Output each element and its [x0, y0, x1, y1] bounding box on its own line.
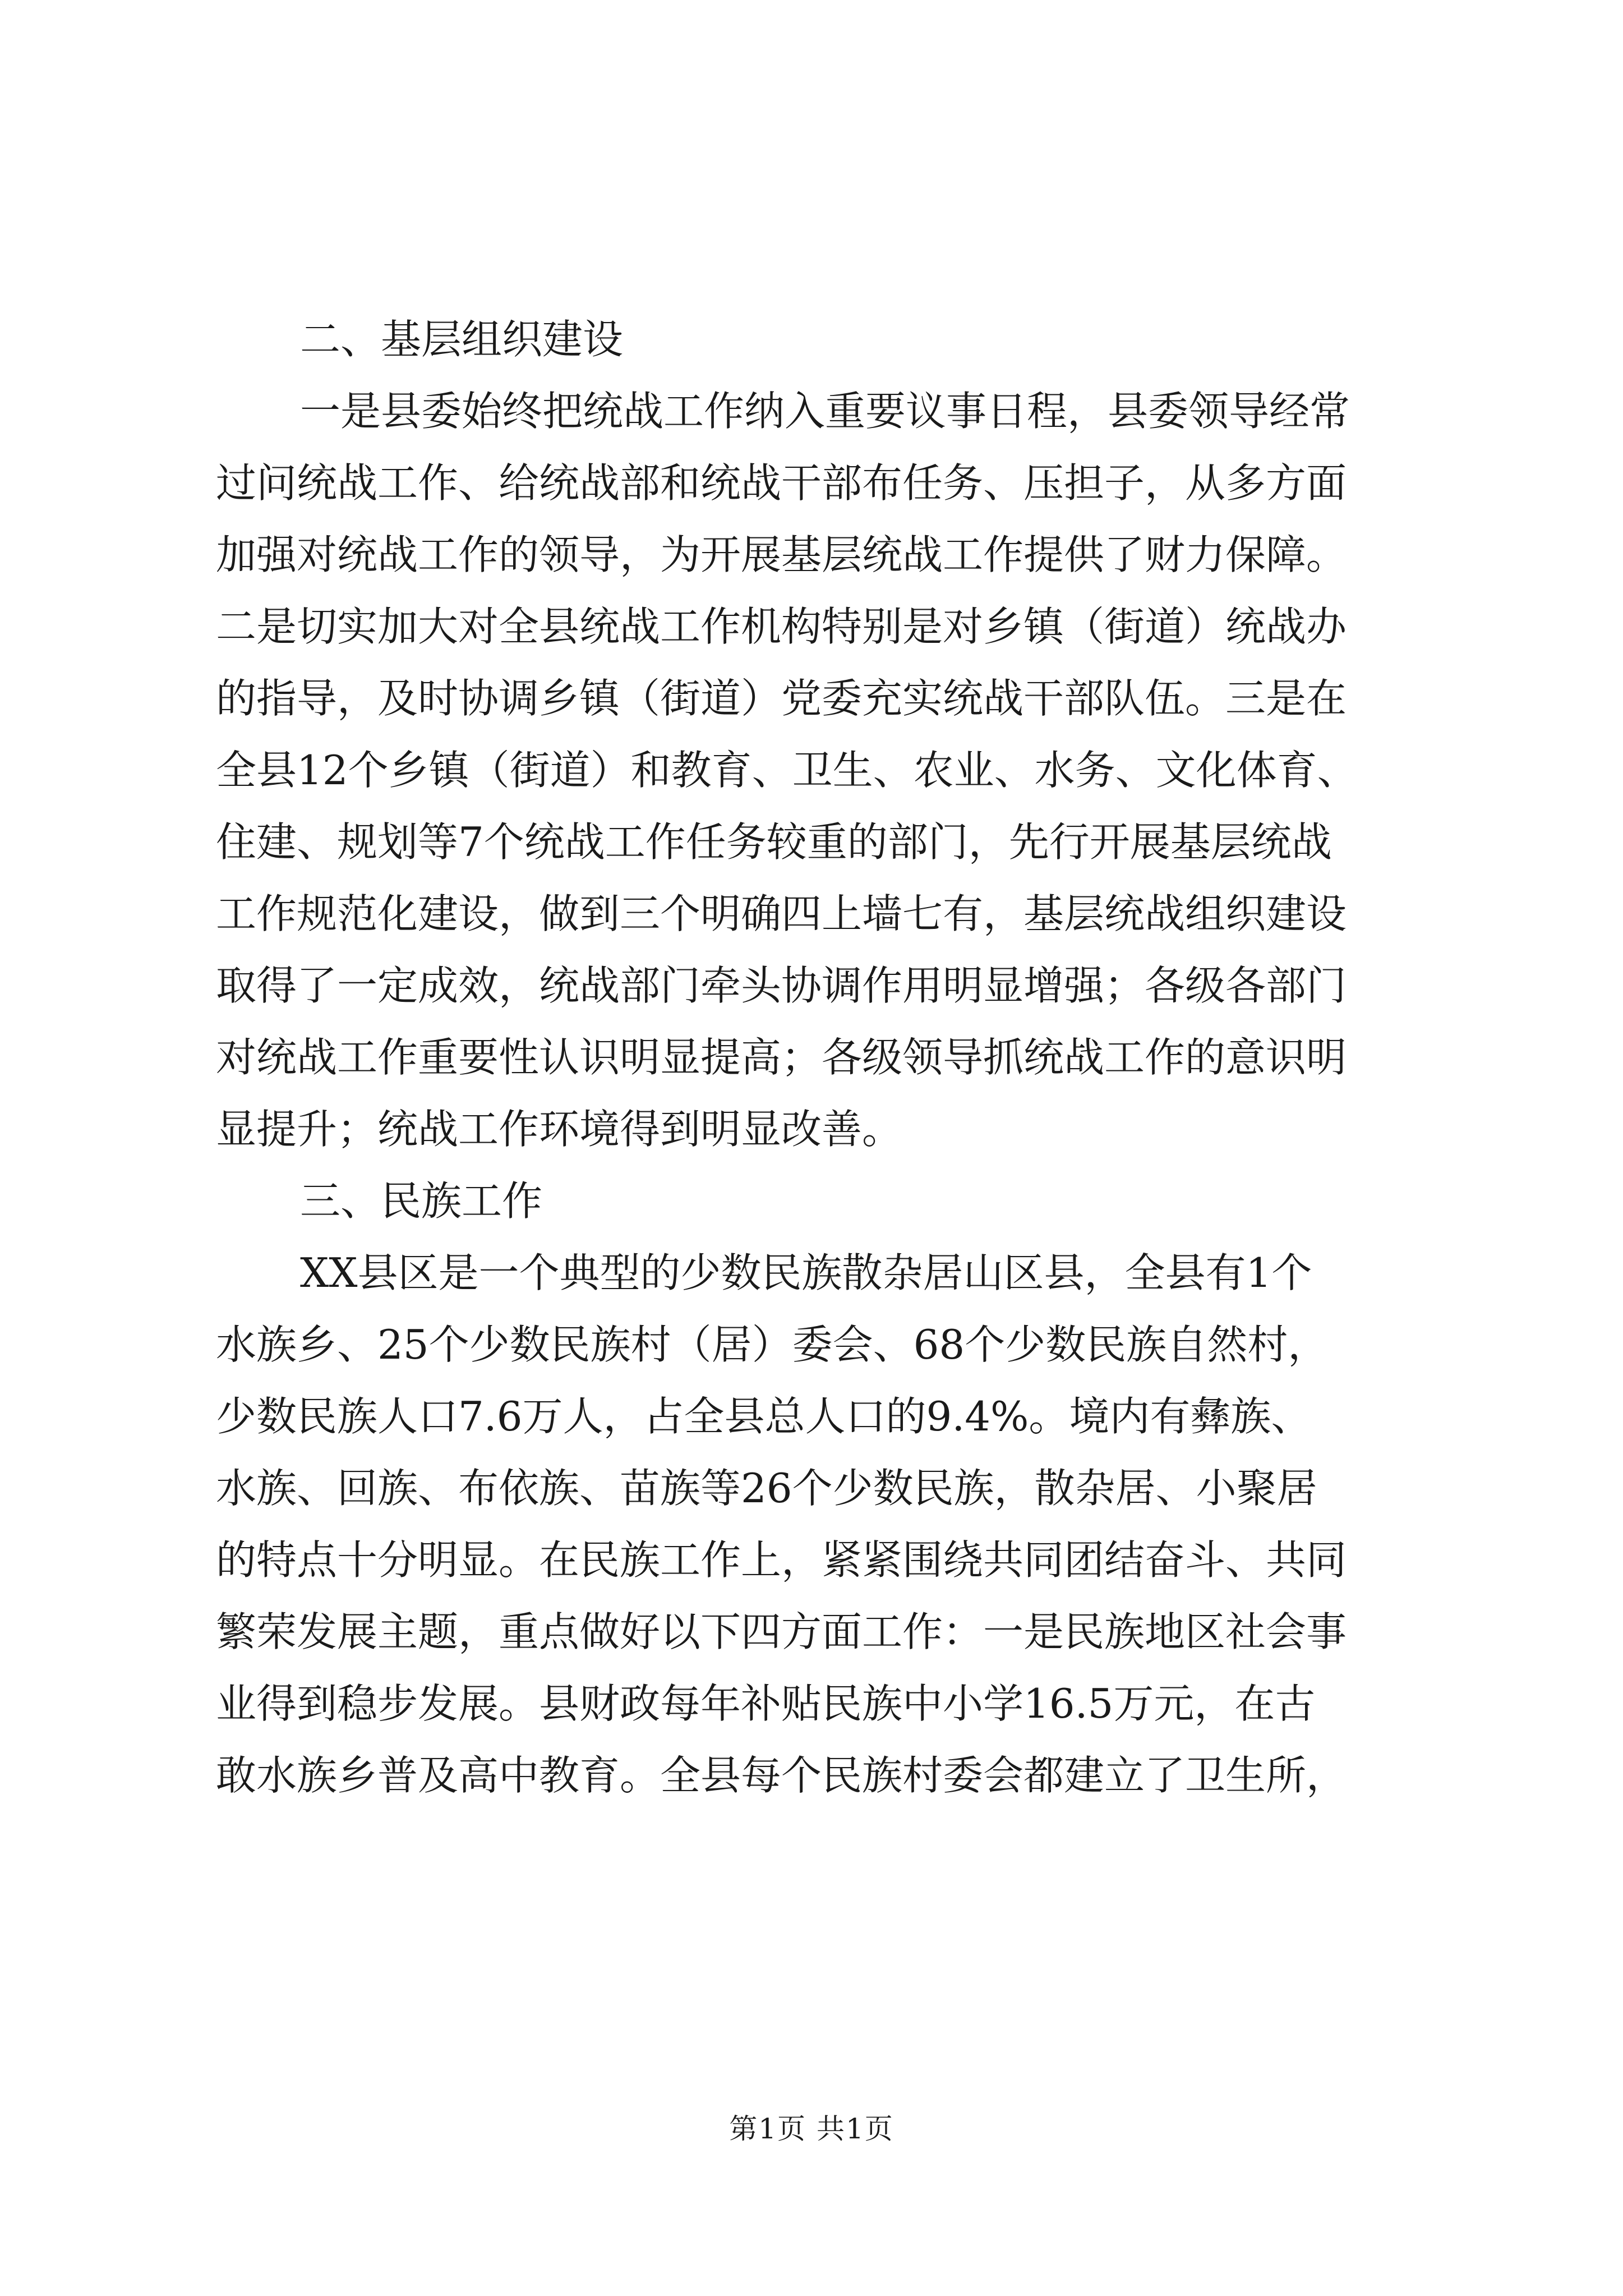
text-line: 显提升；统战工作环境得到明显改善。	[216, 1106, 903, 1153]
text-line: 工作规范化建设，做到三个明确四上墙七有，基层统战组织建设	[216, 890, 1347, 937]
text-line: 二、基层组织建设	[300, 316, 624, 363]
text-line: 水族、回族、布依族、苗族等26个少数民族，散杂居、小聚居	[216, 1465, 1317, 1512]
text-line: 的特点十分明显。在民族工作上，紧紧围绕共同团结奋斗、共同	[216, 1536, 1347, 1584]
text-line: 二是切实加大对全县统战工作机构特别是对乡镇（街道）统战办	[216, 603, 1347, 650]
text-line: 业得到稳步发展。县财政每年补贴民族中小学16.5万元，在古	[216, 1680, 1316, 1727]
text-line: 的指导，及时协调乡镇（街道）党委充实统战干部队伍。三是在	[216, 675, 1347, 722]
text-line: 少数民族人口7.6万人，占全县总人口的9.4%。境内有彝族、	[216, 1393, 1312, 1440]
text-line: 水族乡、25个少数民族村（居）委会、68个少数民族自然村，	[216, 1321, 1329, 1368]
text-line: 加强对统战工作的领导，为开展基层统战工作提供了财力保障。	[216, 531, 1347, 578]
text-line: 取得了一定成效，统战部门牵头协调作用明显增强；各级各部门	[216, 962, 1347, 1009]
text-line: XX县区是一个典型的少数民族散杂居山区县，全县有1个	[300, 1249, 1312, 1296]
text-line: 全县12个乡镇（街道）和教育、卫生、农业、水务、文化体育、	[216, 747, 1358, 794]
page-footer	[0, 2109, 1623, 2148]
text-line: 过问统战工作、给统战部和统战干部布任务、压担子，从多方面	[216, 459, 1347, 507]
text-line: 对统战工作重要性认识明显提高；各级领导抓统战工作的意识明	[216, 1034, 1347, 1081]
text-line: 住建、规划等7个统战工作任务较重的部门，先行开展基层统战	[216, 818, 1332, 866]
text-line: 一是县委始终把统战工作纳入重要议事日程，县委领导经常	[300, 388, 1350, 435]
text-line: 繁荣发展主题，重点做好以下四方面工作：一是民族地区社会事	[216, 1608, 1347, 1655]
text-line: 敢水族乡普及高中教育。全县每个民族村委会都建立了卫生所，	[216, 1752, 1347, 1799]
text-line: 三、民族工作	[300, 1177, 543, 1225]
page-number-label: 第1页 共1页	[729, 2113, 894, 2145]
